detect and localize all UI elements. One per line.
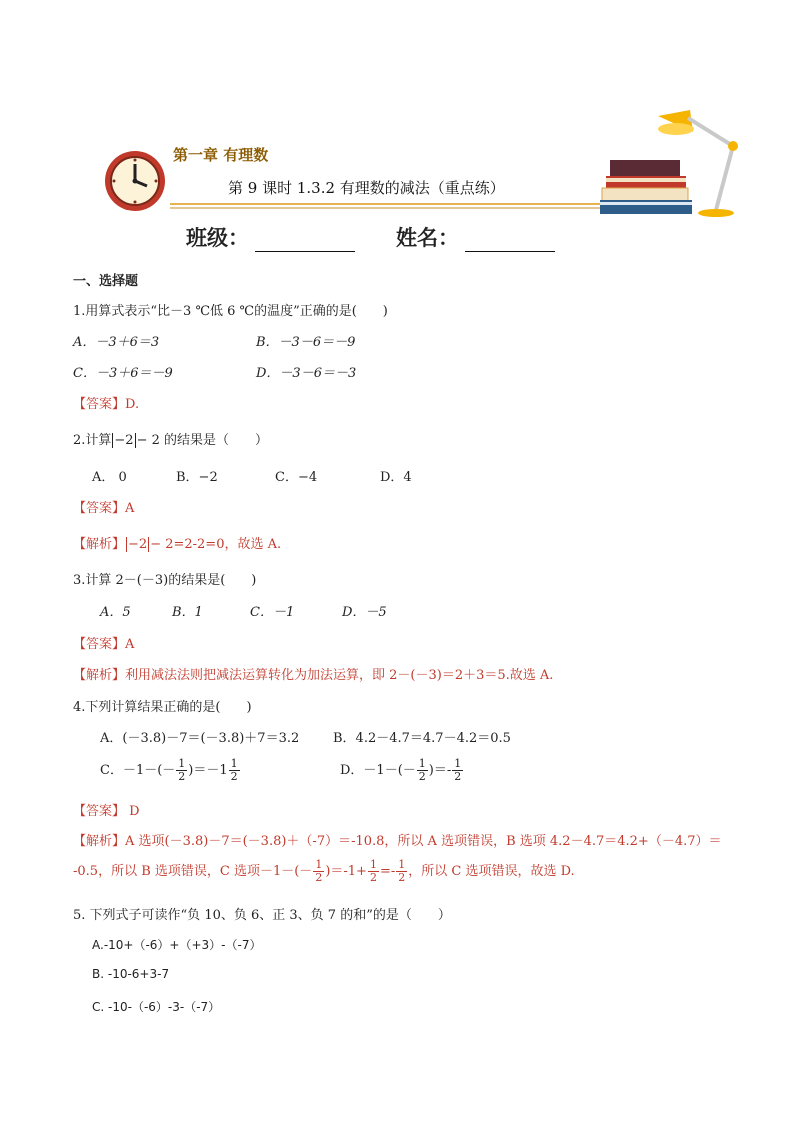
abs-bar-right [135, 433, 136, 448]
q5-option-b: B. -10-6+3-7 [92, 967, 170, 981]
q2-option-a: A． 0 [92, 470, 127, 485]
fraction-denominator: 2 [418, 770, 426, 783]
q2-option-b: B．−2 [176, 470, 218, 485]
fraction-denominator: 2 [398, 871, 406, 884]
q1-option-c: C．－3＋6＝－9 [73, 366, 173, 381]
fraction-numerator: 1 [315, 858, 323, 871]
fraction [313, 859, 324, 884]
q4-analysis-line2 [73, 859, 575, 884]
q4-option-c [100, 758, 241, 783]
q4-c-mid: )＝－1 [188, 763, 228, 778]
chapter-title: 第一章 有理数 [173, 146, 269, 164]
q4-stem: 4.下列计算结果正确的是( ) [73, 700, 252, 715]
class-blank [255, 231, 355, 252]
fraction [452, 758, 463, 783]
q2-stem [73, 429, 268, 448]
fraction-denominator: 2 [178, 770, 186, 783]
lesson-subtitle: 第 9 课时 1.3.2 有理数的减法（重点练） [228, 179, 505, 197]
q2-analysis-suffix: − 2=2-2=0，故选 A. [150, 537, 282, 552]
q2-option-d: D．4 [380, 470, 412, 485]
q4-option-a: A．(－3.8)－7＝(－3.8)＋7＝3.2 [100, 731, 300, 746]
fraction-denominator: 2 [369, 871, 377, 884]
q4-analysis-line1: 【解析】A 选项(－3.8)－7＝(－3.8)＋（-7）＝-10.8，所以 A 选项错误，B 选项 4.2－4.7＝4.2+（－4.7）＝ [73, 834, 722, 849]
q1-stem: 1.用算式表示“比－3 ℃低 6 ℃的温度”正确的是( ) [73, 304, 388, 319]
fraction-numerator: 1 [418, 757, 426, 770]
q3-option-a: A．5 [100, 605, 131, 620]
q3-option-b: B．1 [172, 605, 203, 620]
q3-option-c: C．－1 [250, 605, 295, 620]
name-label: 姓名： [396, 226, 459, 250]
q2-analysis-abs: −2 [128, 537, 148, 552]
q4-analysis-line2-prefix: -0.5，所以 B 选项错误，C 选项－1－(－ [73, 864, 313, 879]
fraction-denominator: 2 [315, 871, 323, 884]
q2-option-c: C．−4 [275, 470, 318, 485]
header-divider [170, 200, 610, 210]
q3-option-d: D．－5 [342, 605, 387, 620]
fraction-denominator: 2 [454, 770, 462, 783]
fraction-numerator: 1 [454, 757, 462, 770]
q2-answer: 【答案】A [73, 501, 135, 516]
section-title: 一、选择题 [73, 274, 139, 289]
q1-answer: 【答案】D. [73, 397, 140, 412]
q4-analysis-line2-mid1: )＝-1+ [325, 864, 367, 879]
q2-abs-value: −2 [114, 433, 134, 448]
q3-answer: 【答案】A [73, 637, 135, 652]
fraction-numerator: 1 [178, 757, 186, 770]
name-blank [465, 231, 555, 252]
fraction [396, 859, 407, 884]
q3-stem: 3.计算 2－(－3)的结果是( ) [73, 573, 257, 588]
q4-option-d [340, 758, 464, 783]
fraction [176, 758, 187, 783]
abs-bar-left [126, 537, 127, 552]
q2-analysis-label: 【解析】 [73, 537, 126, 552]
q1-option-d: D．－3－6＝－3 [256, 366, 357, 381]
q5-stem: 5. 下列式子可读作“负 10、负 6、正 3、负 7 的和”的是（ ） [73, 908, 451, 923]
fraction-numerator: 1 [369, 858, 377, 871]
q3-analysis: 【解析】利用减法法则把减法运算转化为加法运算，即 2－(－3)＝2＋3＝5.故选 A. [73, 668, 554, 683]
q2-stem-prefix: 2.计算 [73, 433, 112, 448]
q2-stem-suffix: − 2 的结果是（ ） [136, 433, 269, 448]
q4-answer: 【答案】 D [73, 804, 140, 819]
class-field [186, 222, 355, 252]
q4-c-prefix: C．－1－(－ [100, 763, 176, 778]
clock-icon [103, 148, 169, 214]
fraction [229, 758, 240, 783]
fraction [368, 859, 379, 884]
books-and-lamp-icon [598, 98, 743, 220]
q5-option-c: C. -10-（-6）-3-（-7） [92, 1000, 221, 1014]
q4-analysis-line2-mid2: =- [379, 864, 396, 879]
q4-analysis-line2-suffix: ，所以 C 选项错误，故选 D. [408, 864, 575, 879]
class-label: 班级： [186, 226, 249, 250]
fraction-denominator: 2 [230, 770, 238, 783]
q4-d-prefix: D．－1－(－ [340, 763, 416, 778]
q5-option-a: A.-10+（-6）+（+3）-（-7） [92, 938, 262, 952]
name-field [396, 222, 555, 252]
q4-d-mid: )＝- [428, 763, 452, 778]
q1-option-b: B．－3－6＝－9 [256, 335, 356, 350]
fraction [417, 758, 428, 783]
fraction-numerator: 1 [398, 858, 406, 871]
q4-option-b: B．4.2－4.7＝4.7－4.2＝0.5 [333, 731, 511, 746]
fraction-numerator: 1 [230, 757, 238, 770]
q2-analysis [73, 533, 281, 552]
q1-option-a: A．－3＋6＝3 [73, 335, 160, 350]
